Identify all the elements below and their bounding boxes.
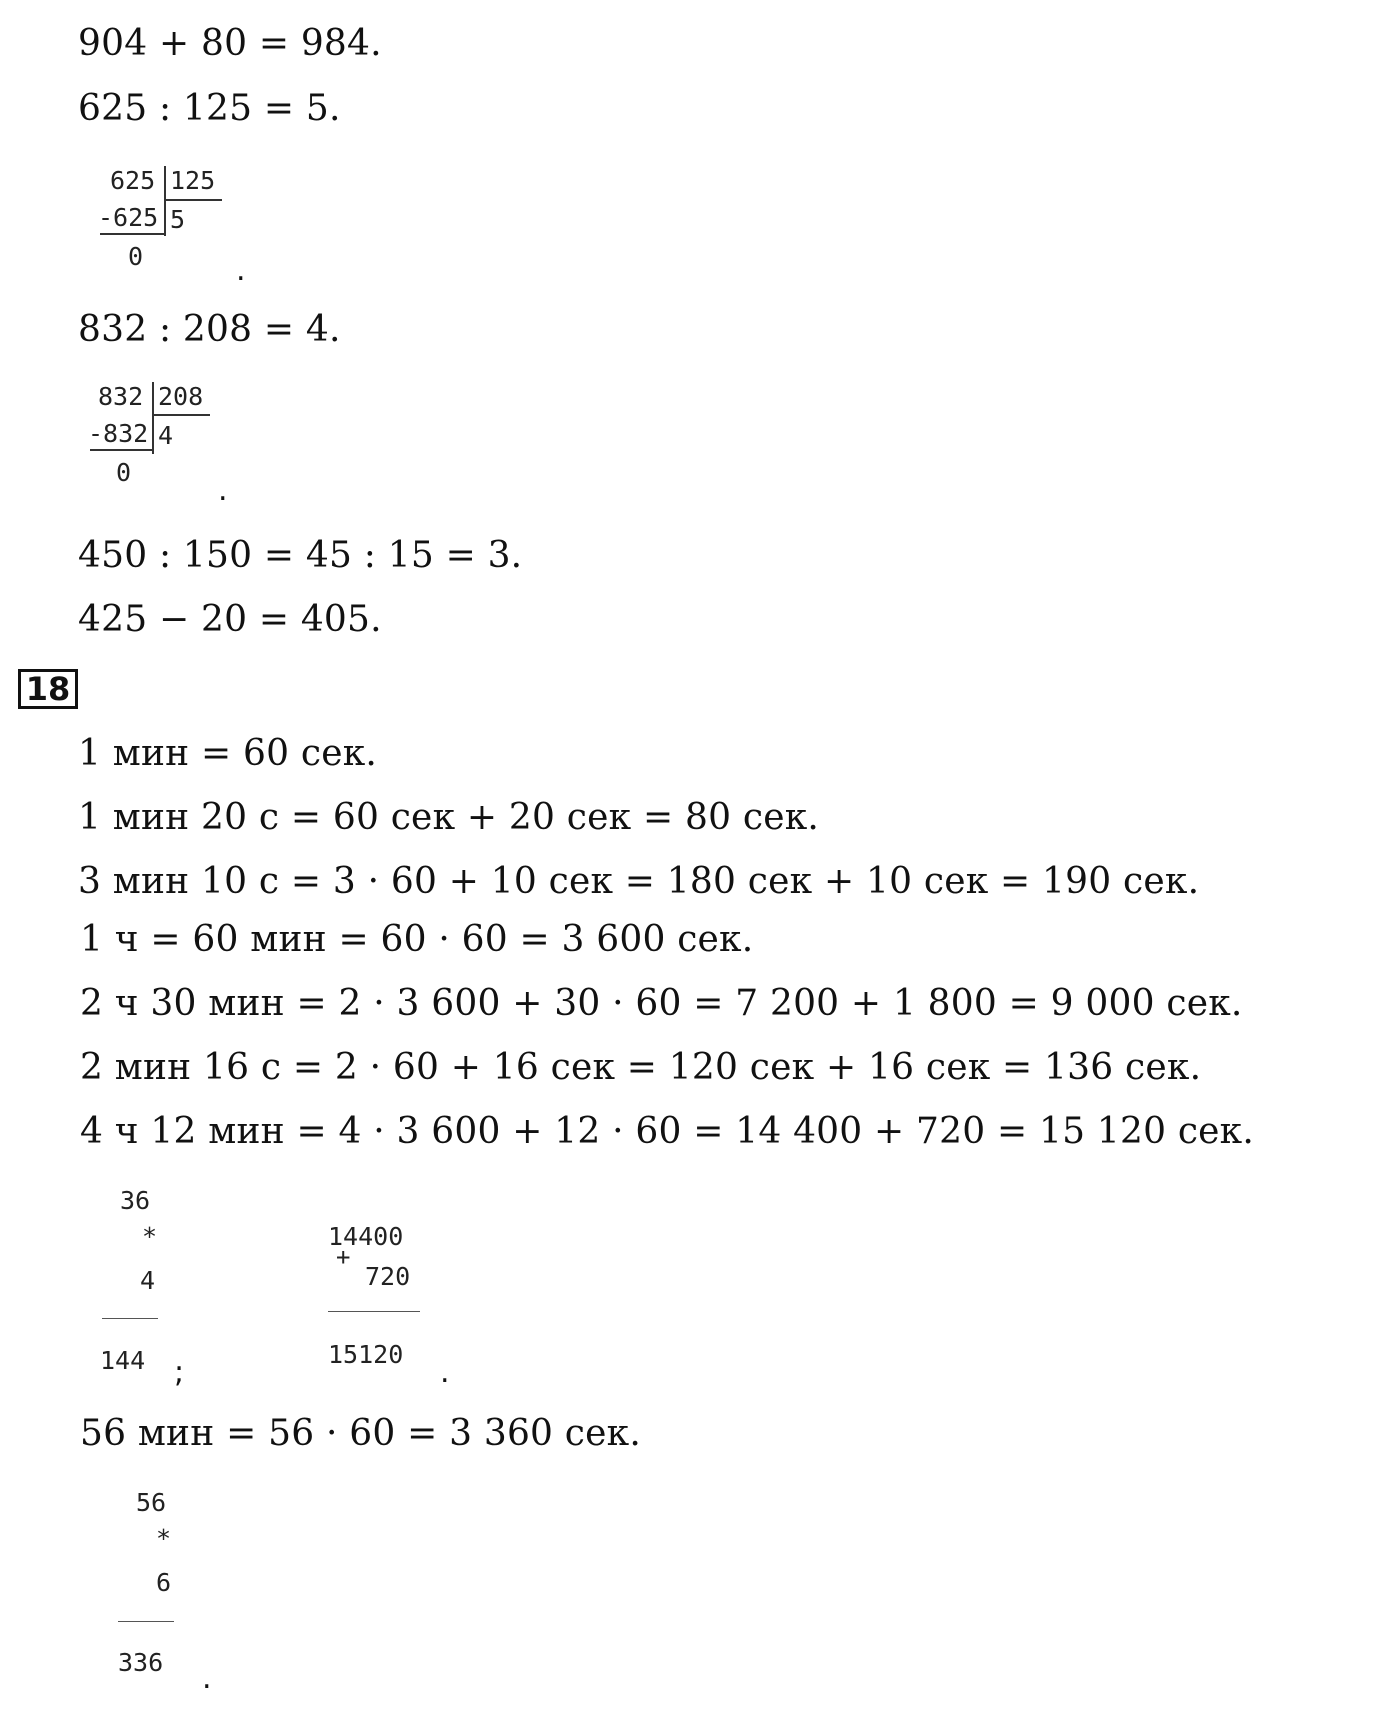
task-line: 1 мин 20 с = 60 сек + 20 сек = 80 сек. xyxy=(78,797,820,838)
operand-b: 6 xyxy=(156,1568,172,1597)
task-line: 2 ч 30 мин = 2 · 3 600 + 30 · 60 = 7 200 + 1 800 = 9 000 сек. xyxy=(80,983,1243,1024)
divisor-underline xyxy=(152,414,210,416)
task-line: 1 ч = 60 мин = 60 · 60 = 3 600 сек. xyxy=(80,919,754,960)
division-divisor: 125 xyxy=(170,166,216,195)
equation-line: 625 : 125 = 5. xyxy=(78,88,341,129)
task-line: 2 мин 16 с = 2 · 60 + 16 сек = 120 сек + 16 сек = 136 сек. xyxy=(80,1047,1202,1088)
task-line: 1 мин = 60 сек. xyxy=(78,733,378,774)
division-divisor: 208 xyxy=(158,382,204,411)
equation-line: 425 − 20 = 405. xyxy=(78,599,382,640)
result-line xyxy=(102,1318,158,1319)
subtrahend-underline xyxy=(100,233,164,235)
task-number-box: 18 xyxy=(18,669,78,709)
division-bar xyxy=(164,166,166,236)
result: 336 xyxy=(118,1648,164,1677)
division-dividend: 625 xyxy=(110,166,156,195)
division-quotient: 4 xyxy=(158,421,174,450)
task-line: 3 мин 10 с = 3 · 60 + 10 сек = 180 сек + 10 сек = 190 сек. xyxy=(78,861,1200,902)
division-bar xyxy=(152,382,154,454)
operand-a: 56 xyxy=(136,1488,167,1517)
task-line: 4 ч 12 мин = 4 · 3 600 + 12 · 60 = 14 400 + 720 = 15 120 сек. xyxy=(80,1111,1255,1152)
division-quotient: 5 xyxy=(170,205,186,234)
result: 144 xyxy=(100,1346,146,1375)
equation-line: 904 + 80 = 984. xyxy=(78,23,382,64)
equation-line: 450 : 150 = 45 : 15 = 3. xyxy=(78,535,523,576)
operand-a: 36 xyxy=(120,1186,151,1215)
subtrahend-underline xyxy=(90,449,152,451)
result: 15120 xyxy=(328,1340,404,1369)
division-remainder: 0 xyxy=(116,458,132,487)
equation-line: 56 мин = 56 · 60 = 3 360 сек. xyxy=(80,1413,642,1454)
equation-line: 832 : 208 = 4. xyxy=(78,309,341,350)
operand-b: 4 xyxy=(140,1266,156,1295)
division-remainder: 0 xyxy=(128,242,144,271)
division-subtrahend: -832 xyxy=(88,419,149,448)
operator-multiply: * xyxy=(142,1222,158,1251)
end-punctuation: . xyxy=(440,1355,450,1390)
operand-b: 720 xyxy=(365,1262,411,1291)
end-punctuation: ; xyxy=(174,1355,185,1390)
result-line xyxy=(328,1311,420,1312)
end-punctuation: . xyxy=(202,1661,212,1696)
operator-multiply: * xyxy=(156,1524,172,1553)
end-punctuation: . xyxy=(218,473,228,508)
division-subtrahend: -625 xyxy=(98,203,159,232)
division-dividend: 832 xyxy=(98,382,144,411)
end-punctuation: . xyxy=(236,253,246,288)
divisor-underline xyxy=(164,199,222,201)
result-line xyxy=(118,1621,174,1622)
operator-plus: + xyxy=(336,1243,351,1271)
operand-a: 14400 xyxy=(328,1222,404,1251)
